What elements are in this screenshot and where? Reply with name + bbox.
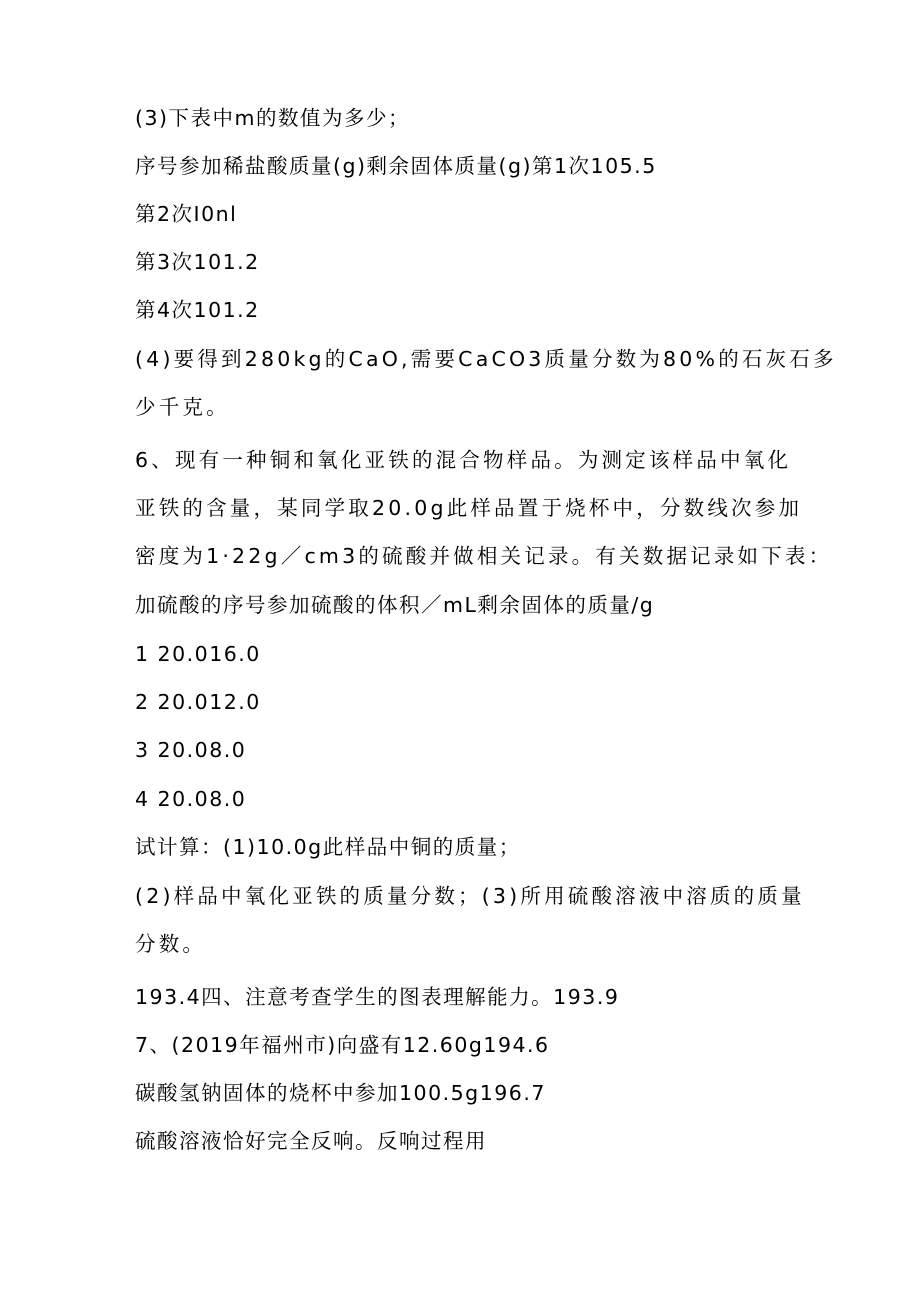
text-line-10: 密度为1·22g／cm3的硫酸并做相关记录。有关数据记录如下表： (135, 544, 833, 568)
text-line-4: 第3次101.2 (135, 250, 260, 274)
text-line-19: 193.4四、注意考查学生的图表理解能力。193.9 (135, 985, 620, 1009)
text-line-22: 硫酸溶液恰好完全反响。反响过程用 (135, 1129, 487, 1153)
text-line-15: 4 20.08.0 (135, 787, 247, 811)
text-line-11: 加硫酸的序号参加硫酸的体积／mL剩余固体的质量/g (135, 593, 655, 617)
text-line-14: 3 20.08.0 (135, 738, 247, 762)
text-line-7: 少千克。 (135, 395, 230, 419)
text-line-9: 亚铁的含量，某同学取20.0g此样品置于烧杯中，分数线次参加 (135, 496, 803, 520)
text-line-6: (4)要得到280kg的CaO,需要CaCO3质量分数为80%的石灰石多 (135, 347, 837, 371)
text-line-8: 6、现有一种铜和氧化亚铁的混合物样品。为测定该样品中氧化 (135, 448, 792, 472)
text-line-5: 第4次101.2 (135, 298, 260, 322)
text-line-21: 碳酸氢钠固体的烧杯中参加100.5g196.7 (135, 1081, 546, 1105)
text-line-20: 7、(2019年福州市)向盛有12.60g194.6 (135, 1033, 550, 1057)
text-line-1: (3)下表中m的数值为多少； (135, 106, 411, 130)
text-line-13: 2 20.012.0 (135, 690, 261, 714)
text-line-16: 试计算：(1)10.0g此样品中铜的质量； (135, 835, 521, 859)
text-line-2: 序号参加稀盐酸质量(g)剩余固体质量(g)第1次105.5 (135, 154, 657, 178)
text-line-3: 第2次I0nl (135, 202, 238, 226)
text-line-17: (2)样品中氧化亚铁的质量分数；(3)所用硫酸溶液中溶质的质量 (135, 884, 805, 908)
text-line-18: 分数。 (135, 932, 207, 956)
text-line-12: 1 20.016.0 (135, 642, 261, 666)
